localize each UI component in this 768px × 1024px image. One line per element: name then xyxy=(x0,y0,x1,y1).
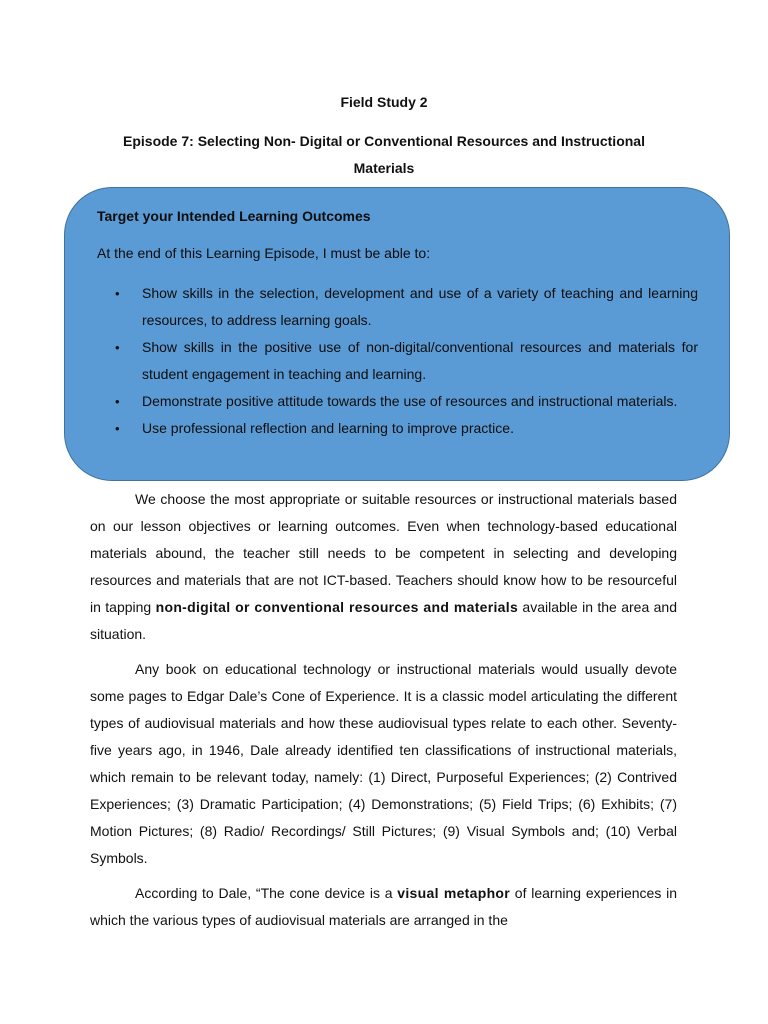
bullet-icon: • xyxy=(115,394,120,409)
body-paragraph xyxy=(90,486,677,648)
outcome-item xyxy=(115,415,698,442)
body-paragraph: Any book on educational technology or instructional materials would usually devote some pages to Edgar Dale’s Cone of Experience. It is a classic model articulating the different types of audiovisual materials and how these audiovisual types relate to each other. Seventy-five years ago, in 1946, Dale already identified ten classifications of instructional materials, which remain to be relevant today, namely: (1) Direct, Purposeful Experiences; (2) Contrived Experiences; (3) Dramatic Participation; (4) Demonstrations; (5) Field Trips; (6) Exhibits; (7) Motion Pictures; (8) Radio/ Recordings/ Still Pictures; (9) Visual Symbols and; (10) Verbal Symbols. xyxy=(90,661,677,866)
outcomes-list xyxy=(115,280,698,442)
body-paragraph xyxy=(90,880,677,934)
body-text xyxy=(90,486,677,942)
outcome-text: Show skills in the positive use of non-digital/conventional resources and materials for student engagement in teaching and learning. xyxy=(142,339,698,382)
paragraph-text: We choose the most appropriate or suitable resources or instructional materials based on our lesson objectives or learning outcomes. Even when technology-based educational materials abound, the teacher still needs to be competent in selecting and developing resources and materials that are not ICT-based. Teachers should know how to be resourceful in tapping xyxy=(90,491,677,615)
outcome-text: Demonstrate positive attitude towards the use of resources and instructional materials. xyxy=(142,393,678,409)
paragraph-text: of learning experiences in which the various types of audiovisual materials are arranged in the xyxy=(90,885,677,928)
course-title: Field Study 2 xyxy=(340,94,428,110)
paragraph-text: According to Dale, “The cone device is a xyxy=(135,885,398,901)
bold-phrase: visual metaphor xyxy=(397,885,511,901)
outcomes-heading: Target your Intended Learning Outcomes xyxy=(97,208,371,224)
bold-phrase: non-digital or conventional resources and materials xyxy=(155,599,519,615)
learning-outcomes-box xyxy=(64,187,730,481)
paragraph-text: available in the area and situation. xyxy=(90,599,677,642)
outcomes-intro: At the end of this Learning Episode, I must be able to: xyxy=(97,245,431,261)
outcome-item xyxy=(115,388,698,415)
episode-title: Episode 7: Selecting Non- Digital or Conventional Resources and Instructional Materials xyxy=(123,133,645,176)
bullet-icon: • xyxy=(115,421,120,436)
bullet-icon: • xyxy=(115,340,120,355)
outcome-text: Use professional reflection and learning to improve practice. xyxy=(142,420,514,436)
outcome-item xyxy=(115,280,698,334)
bullet-icon: • xyxy=(115,286,120,301)
outcome-text: Show skills in the selection, development and use of a variety of teaching and learning resources, to address learning goals. xyxy=(142,285,698,328)
outcome-item xyxy=(115,334,698,388)
